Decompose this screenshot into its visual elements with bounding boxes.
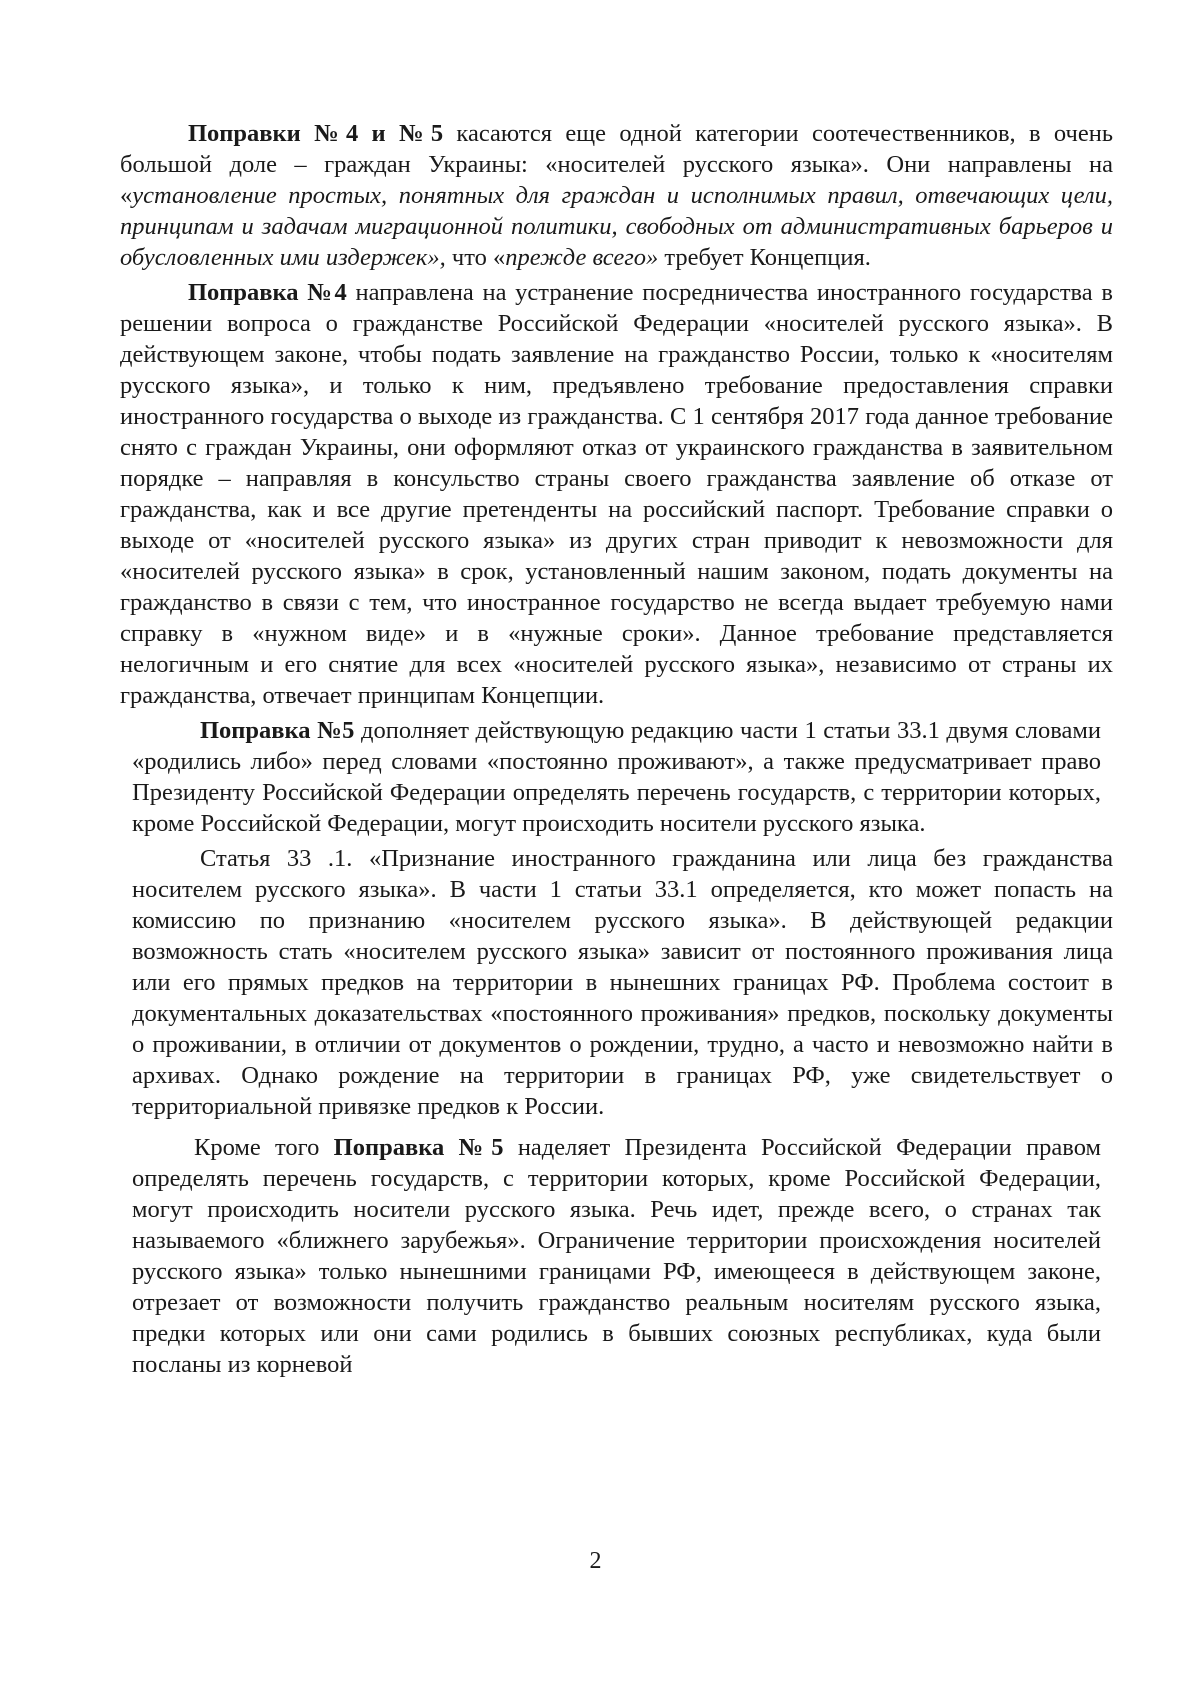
- text-segment: Статья 33 .1. «Признание иностранного гражданина или лица без гражданства носителем русского языка». В части 1 статьи 33.1 определяется, кто может попасть на комиссию по признанию «носителем русского языка». В действующей редакции возможность стать «носителем русского языка» зависит от постоянного проживания лица или его прямых предков на территории в нынешних границах РФ. Проблема состоит в документальных доказательствах «постоянного проживания» предков, поскольку документы о проживании, в отличии от документов о рождении, трудно, а часто и невозможно найти в архивах. Однако рождение на территории в границах РФ, уже свидетельствует о территориальной привязке предков к России.: [132, 845, 1113, 1120]
- paragraph-article-33-1: [132, 843, 1113, 1122]
- text-segment: направлена на устранение посредничества иностранного государства в решении вопроса о гражданстве Российской Федерации «носителей русского языка». В действующем законе, чтобы подать заявление на гражданство России, только к «носителям русского языка», и только к ним, предъявлено требование предоставления справки иностранного государства о выходе из гражданства. С 1 сентября 2017 года данное требование снято с граждан Украины, они оформляют отказ от украинского гражданства в заявительном порядке – направляя в консульство страны своего гражданства заявление об отказе от гражданства, как и все другие претенденты на российский паспорт. Требование справки о выходе от «носителей русского языка» из других стран приводит к невозможности для «носителей русского языка» в срок, установленный нашим законом, подать документы на гражданство в связи с тем, что иностранное государство не всегда выдает требуемую нами справку в «нужном виде» и в «нужные сроки». Данное требование представляется нелогичным и его снятие для всех «носителей русского языка», независимо от страны их гражданства, отвечает принципам Концепции.: [120, 279, 1113, 709]
- italic-quote: прежде всего»: [505, 244, 659, 271]
- paragraph-amendment-5-president: [132, 1132, 1101, 1380]
- text-segment: Кроме того: [194, 1134, 334, 1161]
- paragraph-amendment-5: [132, 715, 1101, 839]
- bold-heading: Поправка №5: [200, 717, 355, 744]
- bold-heading: Поправки №4 и №5: [188, 120, 444, 147]
- text-segment: касаются еще одной категории соотечественников, в очень большой доле – граждан Украины: «носителей русского языка». Они направлены на «: [120, 120, 1113, 209]
- text-segment: наделяет Президента Российской Федерации правом определять перечень государств, с территории которых, кроме Российской Федерации, могут происходить носители русского языка. Речь идет, прежде всего, о странах так называемого «ближнего зарубежья». Ограничение территории происхождения носителей русского языка» только нынешними границами РФ, имеющееся в действующем законе, отрезает от возможности получить гражданство реальным носителям русского языка, предки которых или они сами родились в бывших союзных республиках, куда были посланы из корневой: [132, 1134, 1101, 1378]
- document-page: [120, 118, 1113, 1380]
- text-segment: требует Концепция.: [658, 244, 871, 271]
- text-segment: дополняет действующую редакцию части 1 статьи 33.1 двумя словами «родились либо» перед словами «постоянно проживают», а также предусматривает право Президенту Российской Федерации определять перечень государств, с территории которых, кроме Российской Федерации, могут происходить носители русского языка.: [132, 717, 1101, 837]
- page-number: 2: [589, 1548, 602, 1574]
- text-segment: что «: [445, 244, 506, 271]
- bold-heading: Поправка №4: [188, 279, 347, 306]
- italic-quote: установление простых, понятных для граждан и исполнимых правил, отвечающих цели, принципам и задачам миграционной политики, свободных от административных барьеров и обусловленных ими издержек»,: [120, 182, 1113, 271]
- paragraph-amendments-4-5-intro: [120, 118, 1113, 273]
- paragraph-amendment-4: [120, 277, 1113, 711]
- bold-heading: Поправка №5: [333, 1134, 504, 1161]
